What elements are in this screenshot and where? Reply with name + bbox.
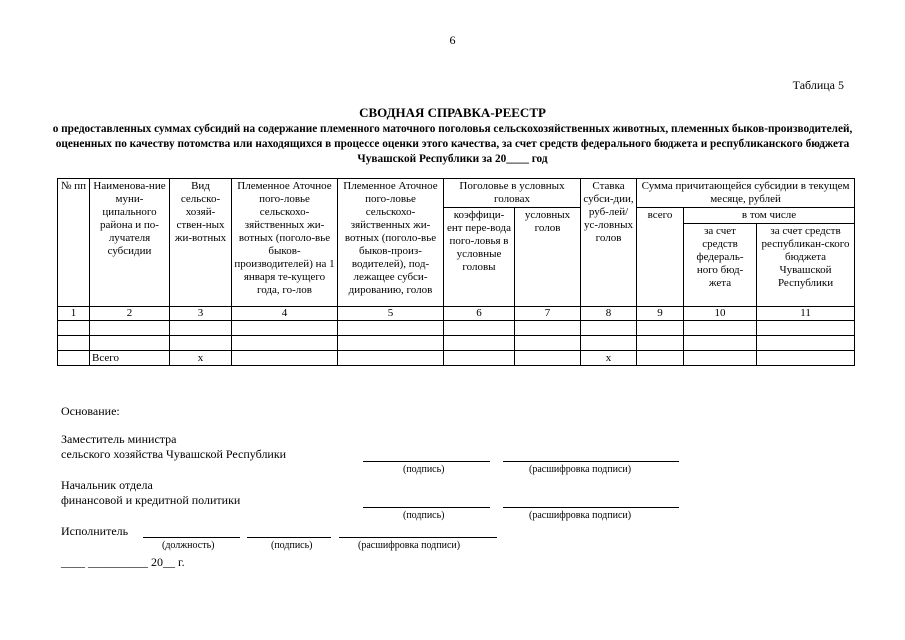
total-rate-mark: х: [581, 351, 637, 366]
table-cell[interactable]: [232, 321, 338, 336]
executor-signature-line[interactable]: [247, 537, 331, 538]
signature-decode-caption: (расшифровка подписи): [529, 510, 632, 521]
header-republic-budget: за счет средств республикан-ского бюджета Чувашской Республики: [757, 224, 855, 307]
executor-decode-line[interactable]: [339, 537, 497, 538]
table-cell[interactable]: [338, 351, 444, 366]
column-number: 5: [338, 307, 444, 321]
column-number: 1: [58, 307, 90, 321]
header-recipient: Наименова-ние муни-ципального района и по-лучателя субсидии: [90, 179, 170, 307]
signatory2-title: Начальник отдела: [61, 478, 153, 492]
signatory2-org: финансовой и кредитной политики: [61, 493, 241, 507]
executor-signature-caption: (подпись): [271, 540, 313, 551]
table-cell[interactable]: [232, 336, 338, 351]
registry-table: [57, 178, 855, 366]
executor-label: Исполнитель: [61, 524, 129, 538]
header-federal-budget: за счет средств федераль-ного бюд-жета: [684, 224, 757, 307]
document-title: СВОДНАЯ СПРАВКА-РЕЕСТР: [359, 105, 546, 120]
table-cell[interactable]: [515, 351, 581, 366]
table-cell[interactable]: [444, 351, 515, 366]
table-cell[interactable]: [58, 321, 90, 336]
signature-caption: (подпись): [403, 464, 445, 475]
column-number: 4: [232, 307, 338, 321]
signature-decode-line[interactable]: [503, 461, 679, 462]
table-cell[interactable]: [444, 321, 515, 336]
date-line[interactable]: ____ __________ 20__ г.: [61, 555, 185, 569]
table-cell[interactable]: [757, 351, 855, 366]
executor-decode-caption: (расшифровка подписи): [358, 540, 461, 551]
table-cell: [58, 351, 90, 366]
basis-label: Основание:: [61, 404, 120, 418]
table-cell[interactable]: [637, 321, 684, 336]
table-cell[interactable]: [684, 336, 757, 351]
table-row: [58, 321, 855, 336]
column-number: 8: [581, 307, 637, 321]
header-subsidy-amount: Сумма причитающейся субсидии в текущем месяце, рублей: [637, 179, 855, 208]
total-label: Всего: [90, 351, 170, 366]
total-row: [58, 351, 855, 366]
table-cell[interactable]: [515, 321, 581, 336]
table-cell[interactable]: [90, 336, 170, 351]
total-animal-type-mark: х: [170, 351, 232, 366]
table-cell[interactable]: [444, 336, 515, 351]
table-cell[interactable]: [90, 321, 170, 336]
header-number: № пп: [58, 179, 90, 307]
header-conditional-count: условных голов: [515, 208, 581, 307]
signature-decode-caption: (расшифровка подписи): [529, 464, 632, 475]
signature-line[interactable]: [363, 461, 490, 462]
document-subtitle: о предоставленных суммах субсидий на содержание племенного маточного поголовья сельскохозяйственных животных, племенных быков-производителей, оцененных по качеству потомства или находящихся в процессе оценки этого качества, за счет средств федерального бюджета и республиканского бюджета Чувашской Республики за 20____ год: [52, 123, 853, 165]
table-cell[interactable]: [338, 336, 444, 351]
header-livestock-subsidized: Племенное Аточное пого-ловье сельскохо-зяйственных жи-вотных (поголо-вье быков-произ-водителей), под-лежащее субси-дированию, голов: [338, 179, 444, 307]
table-cell[interactable]: [58, 336, 90, 351]
executor-position-caption: (должность): [162, 540, 215, 551]
header-livestock-jan1: Племенное Аточное пого-ловье сельскохо-зяйственных жи-вотных (поголо-вье быков-производителей) на 1 января те-кущего года, го-лов: [232, 179, 338, 307]
column-number: 6: [444, 307, 515, 321]
table-cell[interactable]: [581, 321, 637, 336]
header-subsidy-rate: Ставка субси-дии, руб-лей/ус-ловных голов: [581, 179, 637, 307]
table-cell[interactable]: [684, 351, 757, 366]
column-number: 7: [515, 307, 581, 321]
signature-caption: (подпись): [403, 510, 445, 521]
table-cell[interactable]: [637, 351, 684, 366]
page-number: 6: [449, 33, 456, 47]
table-cell[interactable]: [170, 336, 232, 351]
table-cell[interactable]: [515, 336, 581, 351]
table-cell[interactable]: [170, 321, 232, 336]
signatory1-title: Заместитель министра: [61, 432, 177, 446]
signature-line[interactable]: [363, 507, 490, 508]
column-number: 10: [684, 307, 757, 321]
column-number: 11: [757, 307, 855, 321]
table-cell[interactable]: [637, 336, 684, 351]
column-number: 9: [637, 307, 684, 321]
table-row: [58, 336, 855, 351]
table-cell[interactable]: [232, 351, 338, 366]
table-cell[interactable]: [581, 336, 637, 351]
header-animal-type: Вид сельско-хозяй-ствен-ных жи-вотных: [170, 179, 232, 307]
table-cell[interactable]: [757, 321, 855, 336]
header-conditional-heads: Поголовье в условных головах: [444, 179, 581, 208]
signatory1-org: сельского хозяйства Чувашской Республики: [61, 447, 287, 461]
table-cell[interactable]: [757, 336, 855, 351]
executor-position-line[interactable]: [143, 537, 240, 538]
header-total: всего: [637, 208, 684, 307]
table-cell[interactable]: [338, 321, 444, 336]
signature-decode-line[interactable]: [503, 507, 679, 508]
table-label: Таблица 5: [792, 78, 844, 92]
header-including: в том числе: [684, 208, 855, 224]
column-number: 2: [90, 307, 170, 321]
column-number: 3: [170, 307, 232, 321]
table-cell[interactable]: [684, 321, 757, 336]
header-conversion-coef: коэффици-ент пере-вода пого-ловья в условные головы: [444, 208, 515, 307]
